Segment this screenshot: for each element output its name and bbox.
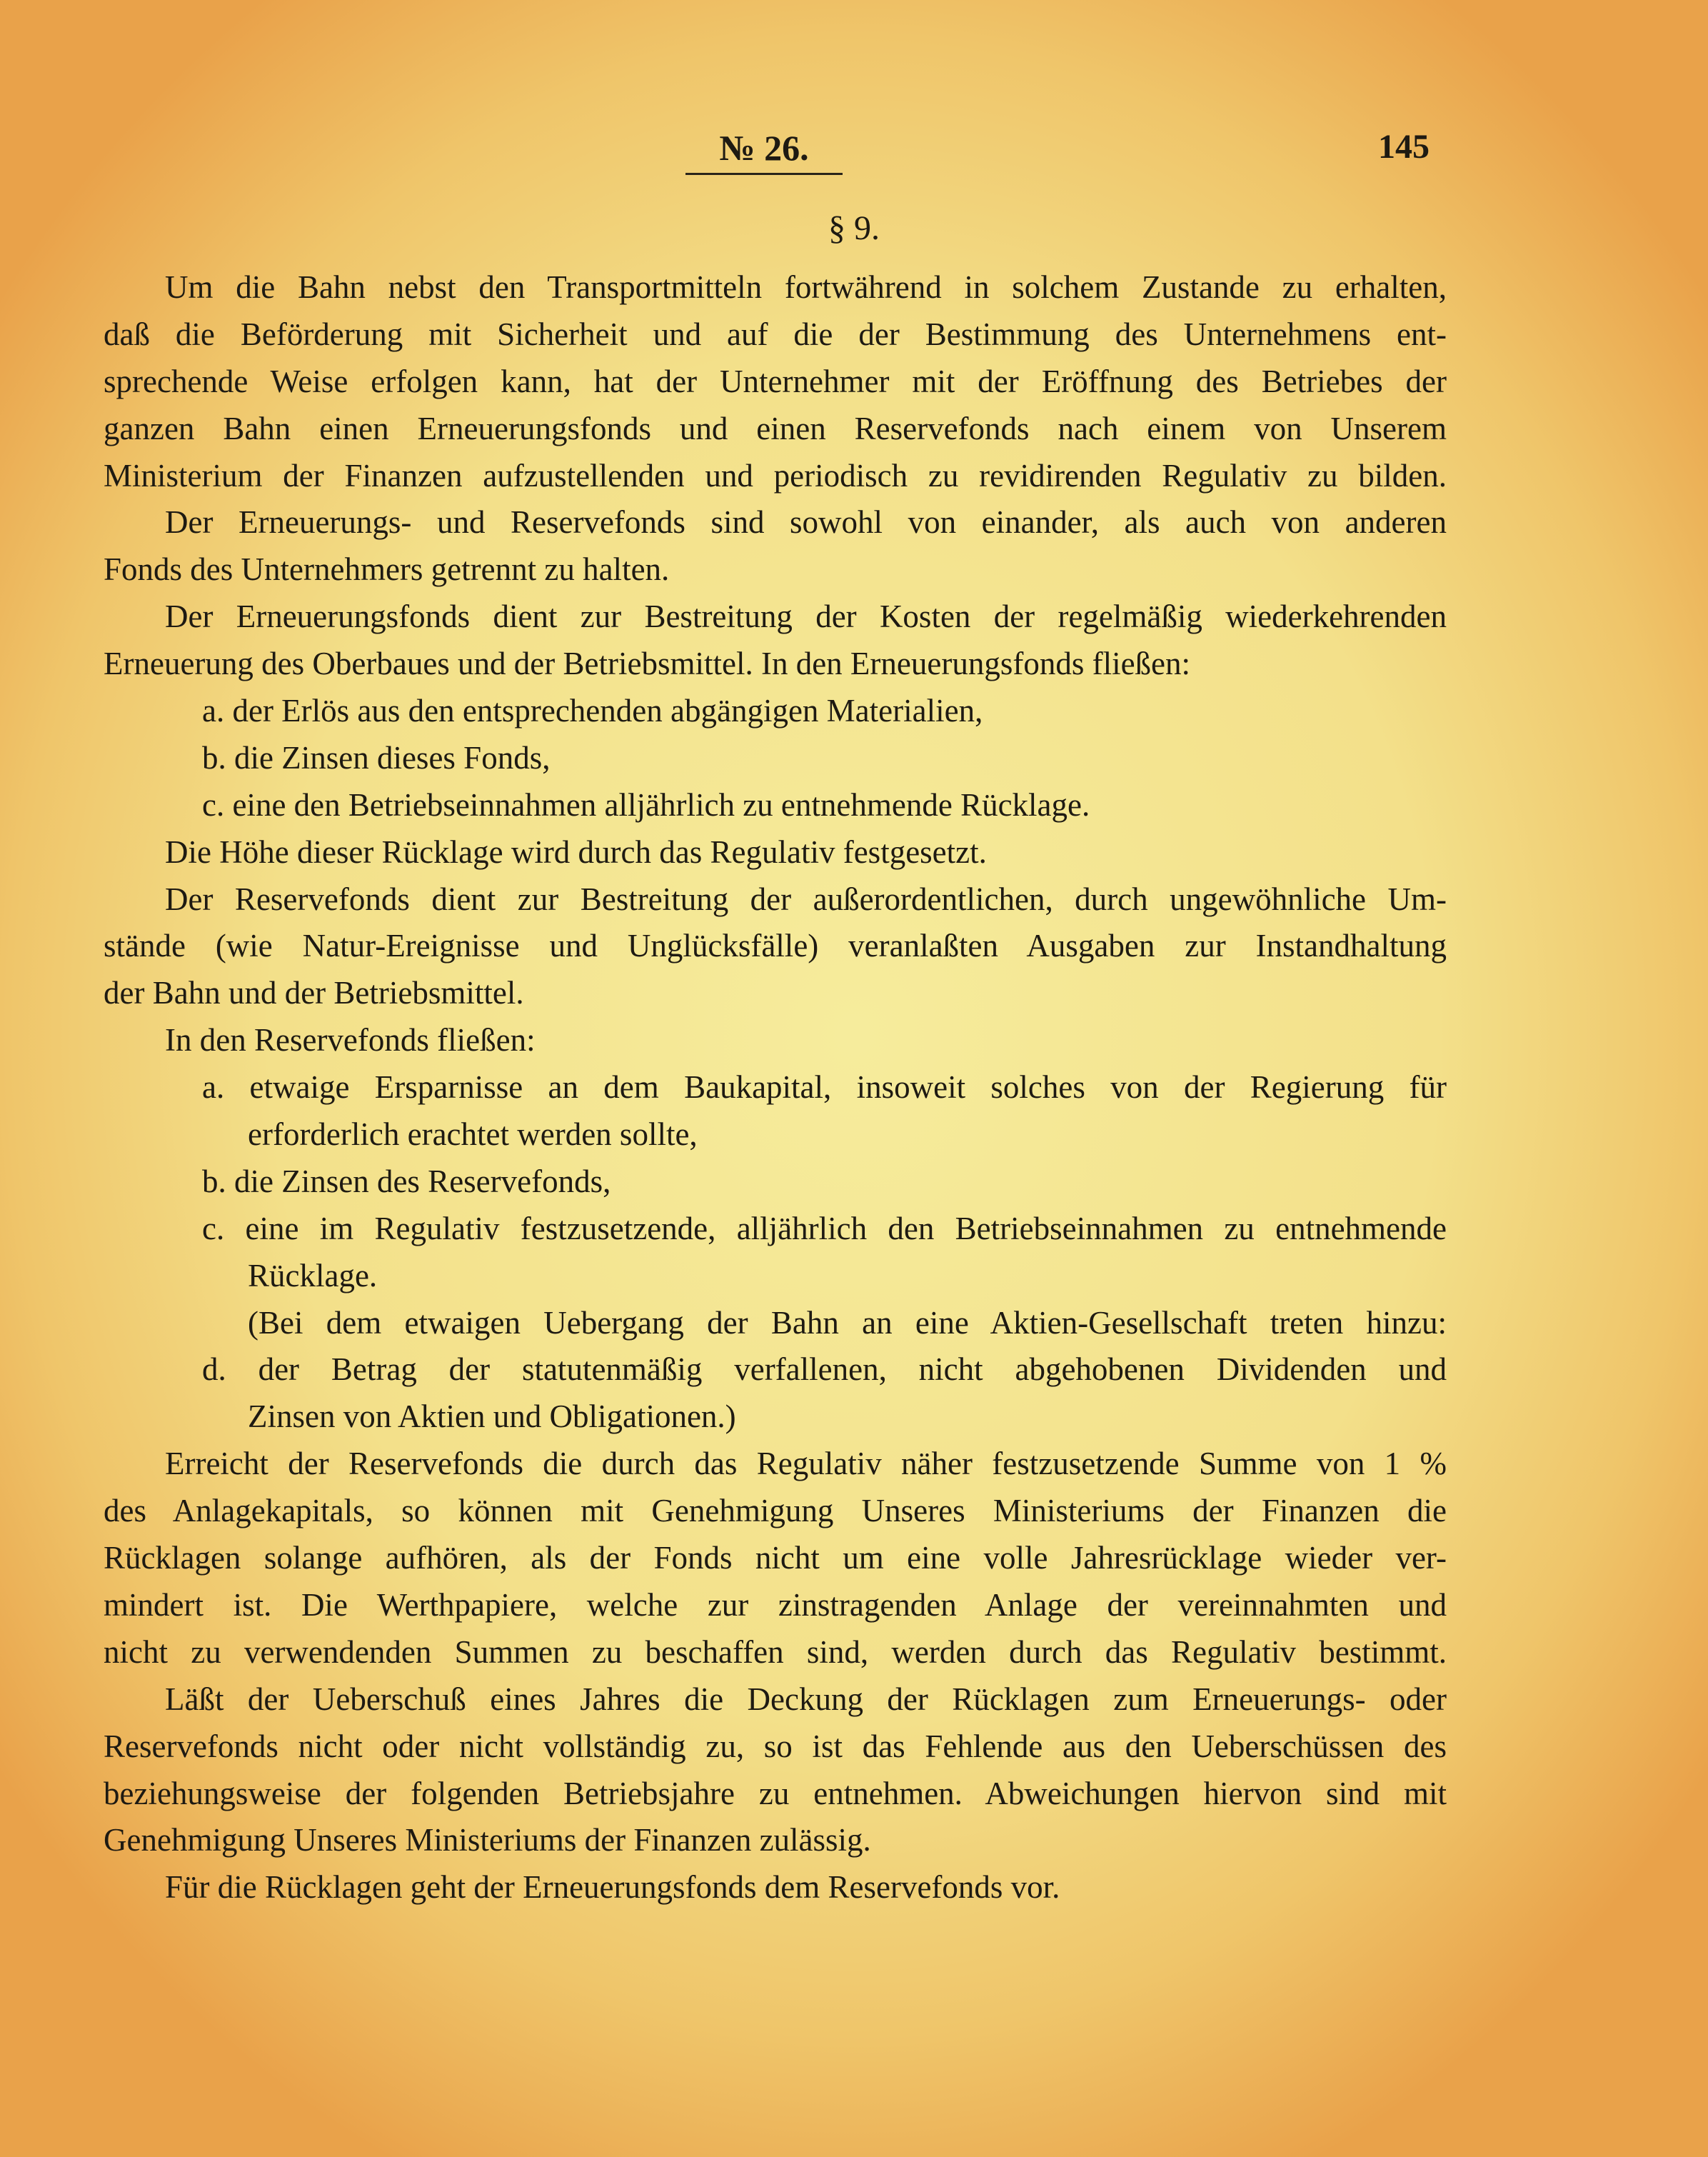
- issue-number: № 26.: [685, 127, 843, 175]
- page-number: 145: [1378, 128, 1430, 166]
- text-line: Die Höhe dieser Rücklage wird durch das Regulativ festgesetzt.: [165, 834, 987, 870]
- text-line: sprechende Weise erfolgen kann, hat der Unternehmer mit der Eröffnung des Betriebes der: [104, 363, 1447, 399]
- text-line: Erreicht der Reservefonds die durch das Regulativ näher festzusetzende Summe von 1 %: [165, 1446, 1447, 1482]
- text-line: (Bei dem etwaigen Uebergang der Bahn an eine Aktien-Gesellschaft treten hinzu:: [248, 1304, 1447, 1341]
- text-line: a. etwaige Ersparnisse an dem Baukapital, insoweit solches von der Regierung für: [202, 1069, 1447, 1106]
- text-line: Genehmigung Unseres Ministeriums der Finanzen zulässig.: [104, 1822, 871, 1858]
- text-line: Um die Bahn nebst den Transportmitteln fortwährend in solchem Zustande zu erhalten,: [165, 269, 1447, 305]
- text-line: nicht zu verwendenden Summen zu beschaffen sind, werden durch das Regulativ bestimmt.: [104, 1633, 1447, 1670]
- text-line: der Bahn und der Betriebsmittel.: [104, 975, 524, 1011]
- text-line: Rücklage.: [248, 1257, 378, 1293]
- text-line: d. der Betrag der statutenmäßig verfallenen, nicht abgehobenen Dividenden und: [202, 1351, 1447, 1388]
- text-line: ganzen Bahn einen Erneuerungsfonds und einen Reservefonds nach einem von Unserem: [104, 410, 1447, 446]
- text-line: Rücklagen solange aufhören, als der Fonds nicht um eine volle Jahresrücklage wieder ver-: [104, 1540, 1447, 1576]
- text-line: mindert ist. Die Werthpapiere, welche zur zinstragenden Anlage der vereinnahmten und: [104, 1586, 1447, 1623]
- text-line: b. die Zinsen des Reservefonds,: [202, 1163, 611, 1199]
- section-body: [104, 264, 1447, 1911]
- text-line: Läßt der Ueberschuß eines Jahres die Deckung der Rücklagen zum Erneuerungs- oder: [165, 1681, 1447, 1717]
- section-title: § 9.: [828, 209, 880, 247]
- text-line: des Anlagekapitals, so können mit Genehmigung Unseres Ministeriums der Finanzen die: [104, 1493, 1447, 1529]
- text-line: daß die Beförderung mit Sicherheit und auf die der Bestimmung des Unternehmens ent-: [104, 316, 1447, 352]
- text-line: Der Erneuerungs- und Reservefonds sind sowohl von einander, als auch von anderen: [165, 504, 1447, 541]
- text-line: Fonds des Unternehmers getrennt zu halten.: [104, 551, 670, 588]
- text-line: Ministerium der Finanzen aufzustellenden und periodisch zu revidirenden Regulativ zu bilden.: [104, 457, 1447, 494]
- text-line: Für die Rücklagen geht der Erneuerungsfonds dem Reservefonds vor.: [165, 1869, 1060, 1906]
- text-line: Der Erneuerungsfonds dient zur Bestreitung der Kosten der regelmäßig wiederkehrenden: [165, 599, 1447, 635]
- text-line: In den Reservefonds fließen:: [165, 1022, 536, 1059]
- text-line: Der Reservefonds dient zur Bestreitung der außerordentlichen, durch ungewöhnliche Um-: [165, 881, 1447, 917]
- text-line: beziehungsweise der folgenden Betriebsjahre zu entnehmen. Abweichungen hiervon sind mit: [104, 1775, 1447, 1811]
- text-line: c. eine den Betriebseinnahmen alljährlich zu entnehmende Rücklage.: [202, 786, 1090, 823]
- text-line: a. der Erlös aus den entsprechenden abgängigen Materialien,: [202, 693, 983, 729]
- text-line: Zinsen von Aktien und Obligationen.): [248, 1398, 736, 1435]
- text-line: b. die Zinsen dieses Fonds,: [202, 739, 551, 776]
- text-line: stände (wie Natur-Ereignisse und Unglücksfälle) veranlaßten Ausgaben zur Instandhaltung: [104, 928, 1447, 964]
- text-line: Reservefonds nicht oder nicht vollständig zu, so ist das Fehlende aus den Ueberschüssen des: [104, 1728, 1447, 1764]
- text-line: erforderlich erachtet werden sollte,: [248, 1116, 698, 1153]
- text-line: Erneuerung des Oberbaues und der Betriebsmittel. In den Erneuerungsfonds fließen:: [104, 646, 1191, 682]
- text-line: c. eine im Regulativ festzusetzende, alljährlich den Betriebseinnahmen zu entnehmende: [202, 1210, 1447, 1246]
